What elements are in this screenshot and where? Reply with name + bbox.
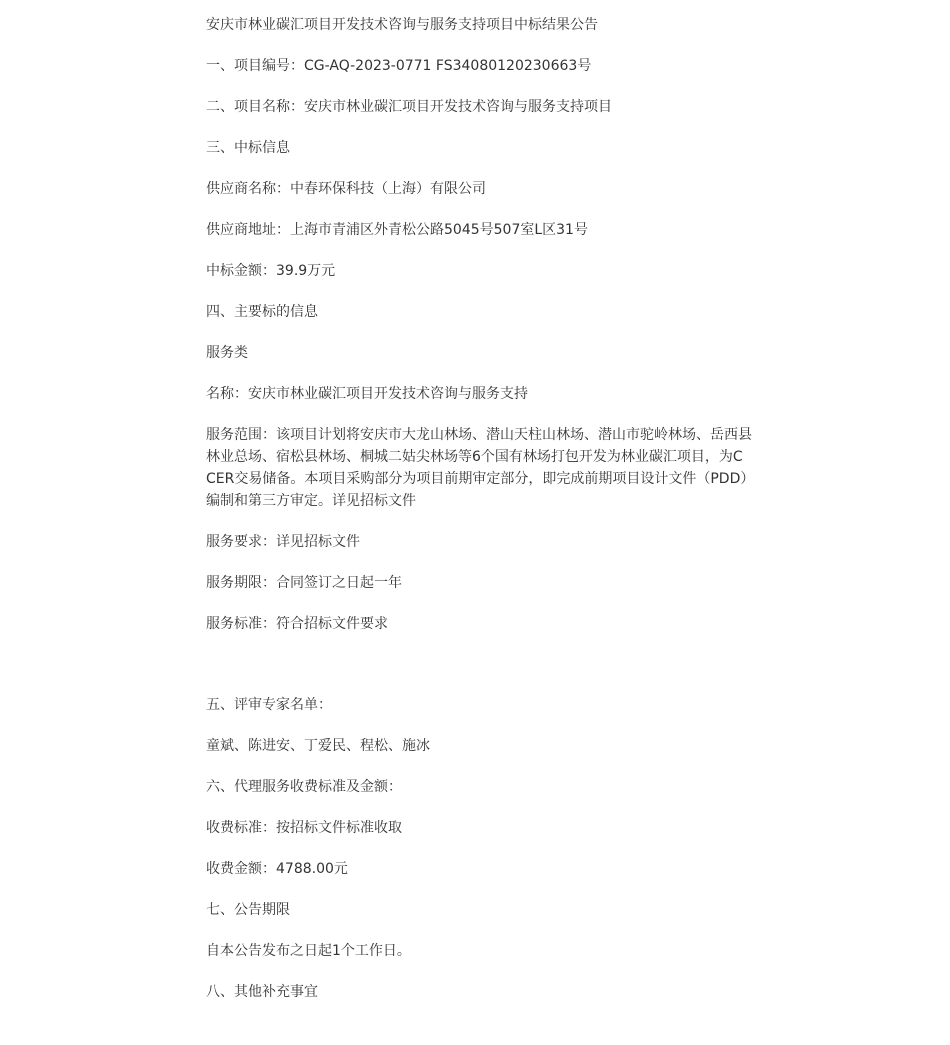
section-experts: 五、评审专家名单： — [206, 697, 332, 713]
expert-list: 童斌、陈进安、丁爱民、程松、施冰 — [206, 738, 430, 754]
section-agency-fee: 六、代理服务收费标准及金额： — [206, 779, 402, 795]
service-scope: 服务范围：该项目计划将安庆市大龙山林场、潜山天柱山林场、潜山市驼岭林场、岳西县林业总场、宿松县林场、桐城二姑尖林场等6个国有林场打包开发为林业碳汇项目，为CCER交易储备。本项目采购部分为项目前期审定部分，即完成前期项目设计文件（PDD）编制和第三方审定。详见招标文件 — [206, 427, 752, 509]
service-standard: 服务标准：符合招标文件要求 — [206, 616, 388, 632]
item-category: 服务类 — [206, 345, 248, 361]
fee-amount: 收费金额：4788.00元 — [206, 861, 348, 877]
supplier-name: 供应商名称：中春环保科技（上海）有限公司 — [206, 181, 486, 197]
section-other: 八、其他补充事宜 — [206, 984, 318, 1000]
section-notice-period: 七、公告期限 — [206, 902, 290, 918]
announcement-title: 安庆市林业碳汇项目开发技术咨询与服务支持项目中标结果公告 — [206, 17, 598, 33]
winning-amount: 中标金额：39.9万元 — [206, 263, 336, 279]
service-period: 服务期限：合同签订之日起一年 — [206, 575, 402, 591]
announcement-document — [206, 14, 752, 1003]
supplier-address: 供应商地址：上海市青浦区外青松公路5045号507室L区31号 — [206, 222, 588, 238]
project-number: 一、项目编号：CG-AQ-2023-0771 FS34080120230663号 — [206, 58, 592, 74]
project-name: 二、项目名称：安庆市林业碳汇项目开发技术咨询与服务支持项目 — [206, 99, 612, 115]
section-winning-info: 三、中标信息 — [206, 140, 290, 156]
section-main-items: 四、主要标的信息 — [206, 304, 318, 320]
fee-standard: 收费标准：按招标文件标准收取 — [206, 820, 402, 836]
service-requirement: 服务要求：详见招标文件 — [206, 534, 360, 550]
notice-period: 自本公告发布之日起1个工作日。 — [206, 943, 411, 959]
item-name: 名称：安庆市林业碳汇项目开发技术咨询与服务支持 — [206, 386, 528, 402]
